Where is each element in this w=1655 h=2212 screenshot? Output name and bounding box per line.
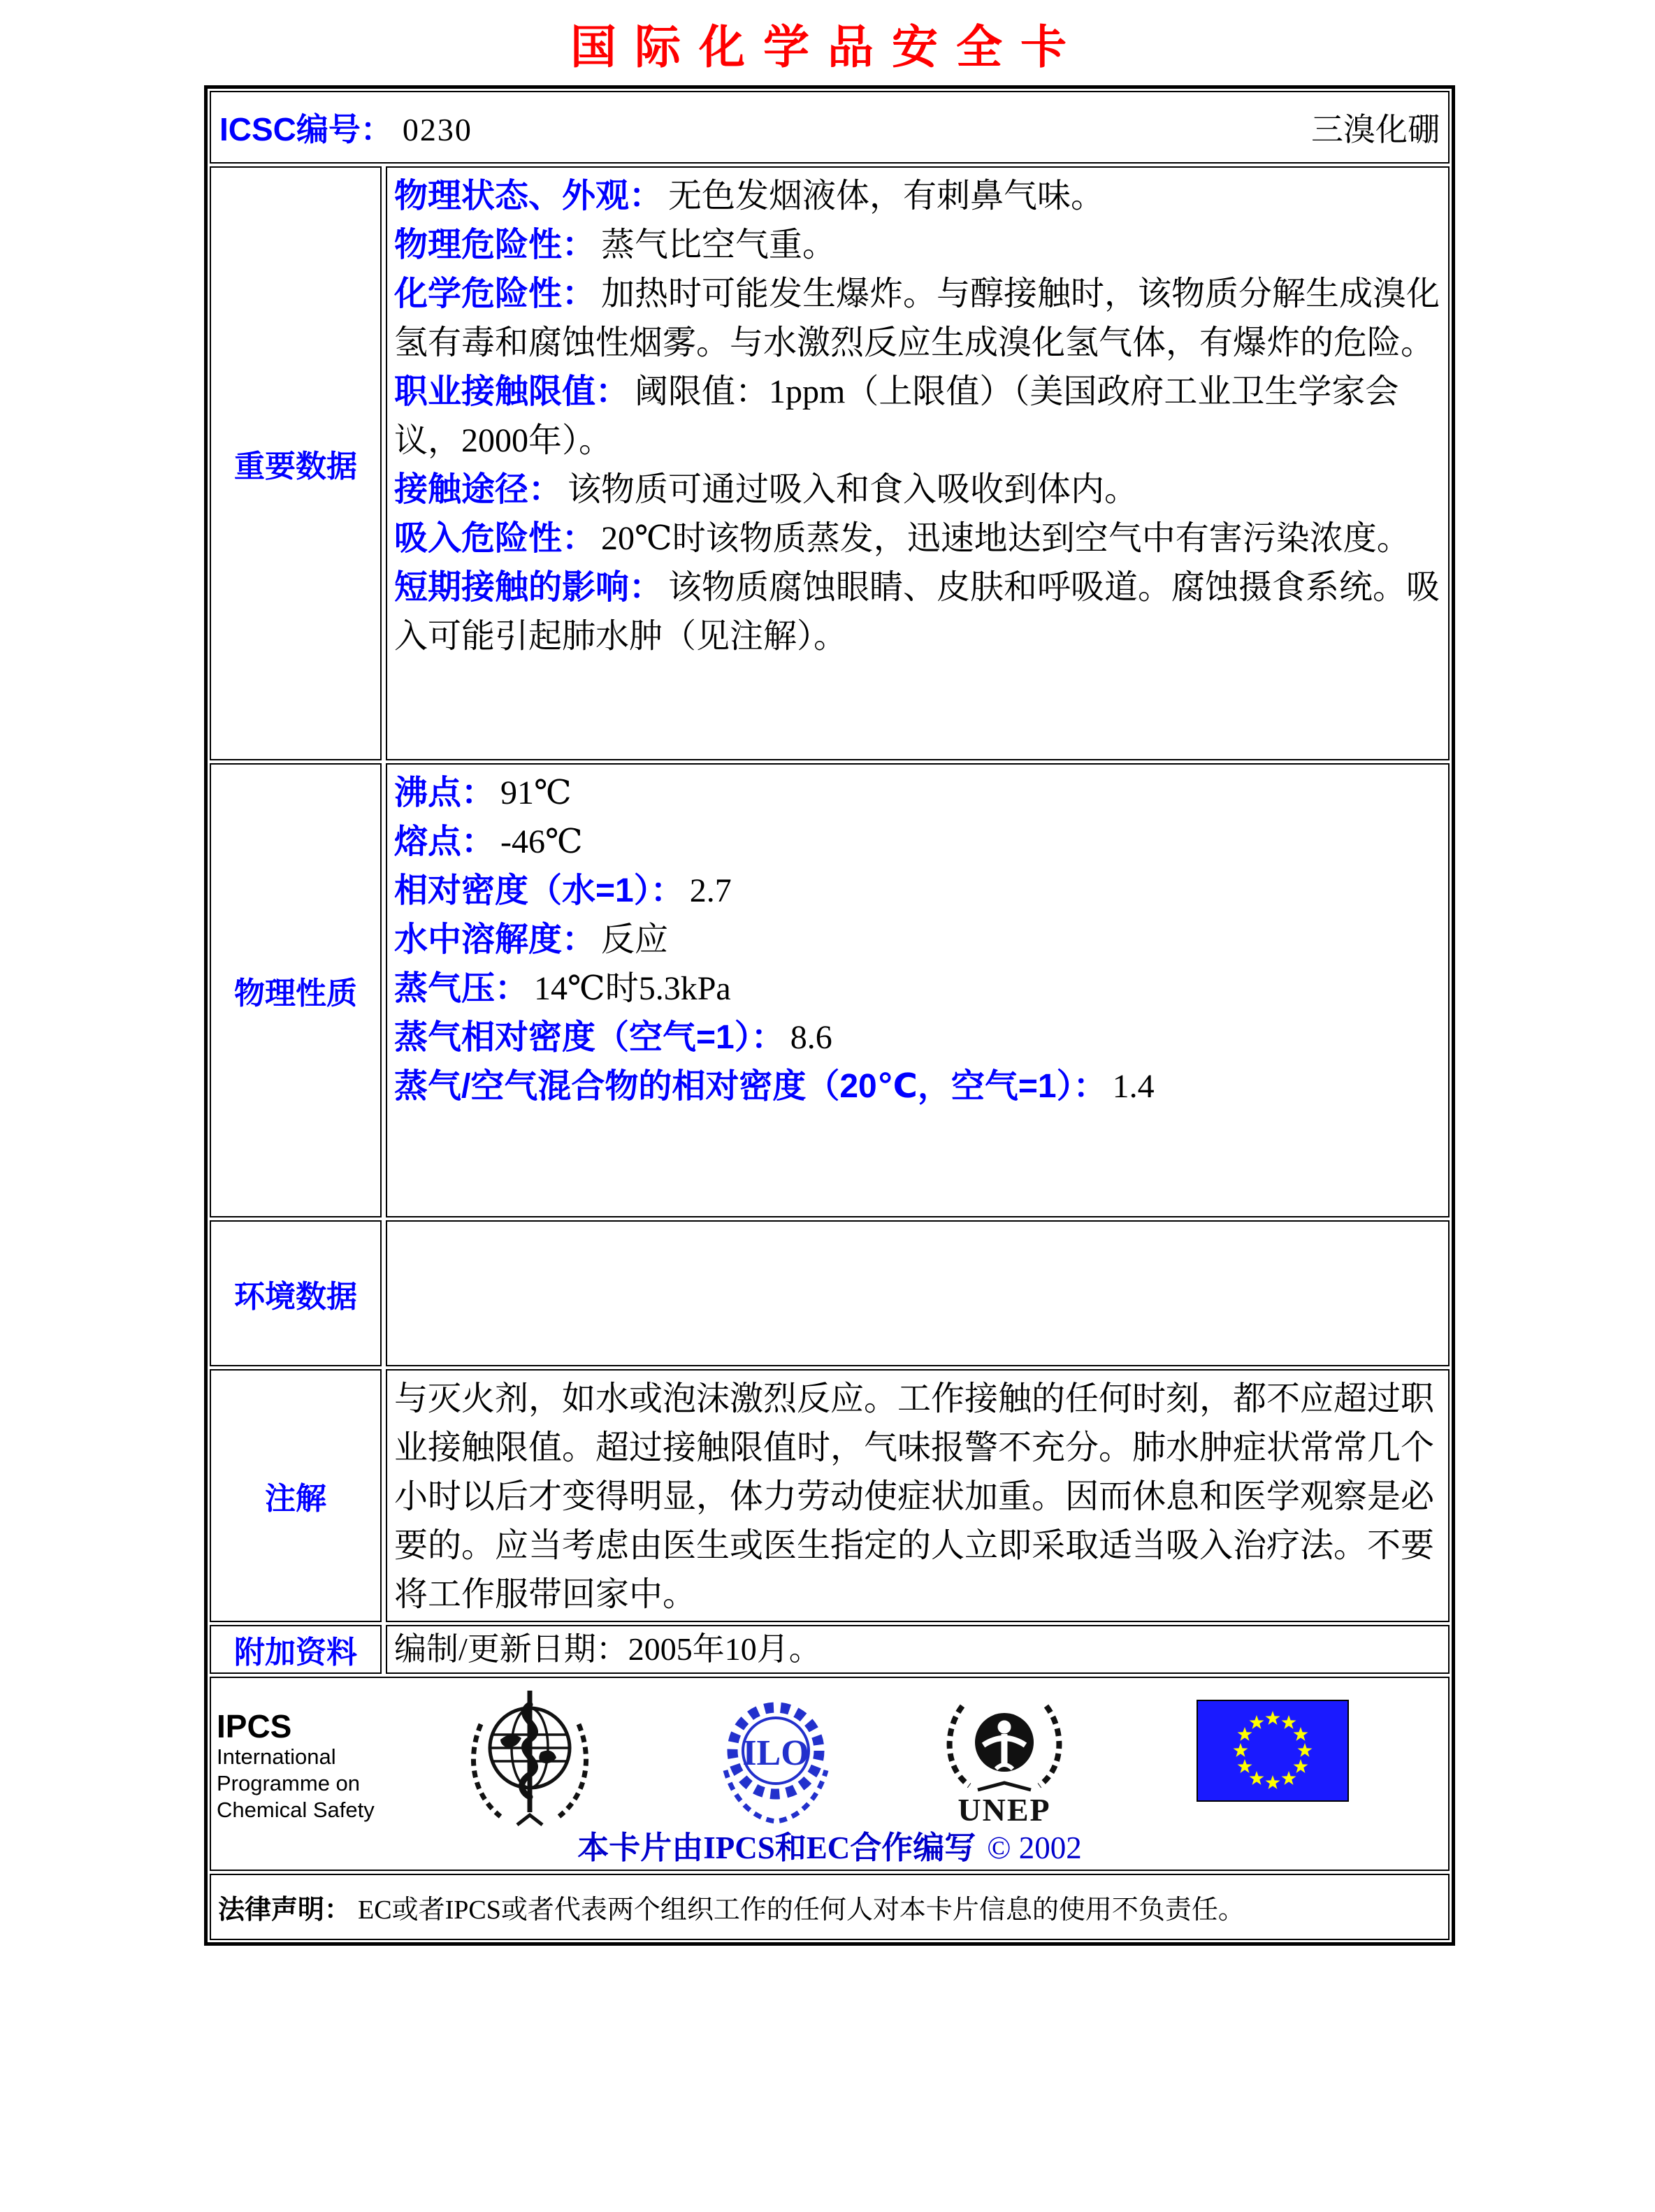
field-value: 1.4 xyxy=(1112,1068,1155,1105)
data-item xyxy=(394,465,1441,514)
section-content-important-data xyxy=(386,166,1450,760)
field-label: 吸入危险性： xyxy=(394,520,596,557)
field-label: 相对密度（水=1）： xyxy=(394,872,684,909)
section-label-additional-info: 附加资料 xyxy=(210,1625,382,1674)
field-label: 水中溶解度： xyxy=(394,921,596,958)
credit-year: © 2002 xyxy=(987,1830,1082,1865)
field-value: -46℃ xyxy=(500,823,583,860)
ipcs-text-block xyxy=(217,1709,375,1823)
notes-text: 与灭火剂，如水或泡沫激烈反应。工作接触的任何时刻，都不应超过职业接触限值。超过接触限值时，气味报警不充分。肺水肿症状常常几个小时以后才变得明显，体力劳动使症状加重。因而休息和医学观察是必要的。应当考虑由医生或医生指定的人立即采取适当吸入治疗法。不要将工作服带回家中。 xyxy=(394,1380,1435,1613)
legal-row xyxy=(210,1874,1450,1940)
data-item xyxy=(394,818,1441,867)
logos-row xyxy=(210,1677,1450,1871)
icsc-number-value: 0230 xyxy=(402,112,472,147)
field-label: 蒸气/空气混合物的相对密度（20℃，空气=1）： xyxy=(394,1068,1107,1105)
unep-label: UNEP xyxy=(957,1792,1051,1826)
ipcs-subtitle-line: Chemical Safety xyxy=(217,1798,375,1822)
section-content-physical-properties xyxy=(386,763,1450,1217)
field-value: 20℃时该物质蒸发，迅速地达到空气中有害污染浓度。 xyxy=(601,520,1410,557)
icsc-number-group xyxy=(219,104,472,150)
field-label: 物理状态、外观： xyxy=(394,178,663,215)
field-value: 反应 xyxy=(601,921,669,958)
data-item xyxy=(394,270,1441,368)
data-item xyxy=(394,172,1441,221)
data-item xyxy=(394,769,1441,818)
ipcs-subtitle-line: International xyxy=(217,1744,336,1769)
field-label: 物理危险性： xyxy=(394,226,596,263)
header-row xyxy=(210,91,1450,164)
field-value: 2.7 xyxy=(689,872,732,909)
section-content-additional-info: 编制/更新日期：2005年10月。 xyxy=(386,1625,1450,1674)
ipcs-subtitle-line: Programme on xyxy=(217,1771,361,1795)
credit-line xyxy=(211,1822,1448,1867)
data-item xyxy=(394,563,1441,661)
field-value: 该物质可通过吸入和食入吸收到体内。 xyxy=(568,471,1139,508)
field-label: 接触途径： xyxy=(394,471,563,508)
unep-emblem-icon xyxy=(934,1686,1074,1826)
field-value: 无色发烟液体，有刺鼻气味。 xyxy=(668,178,1105,215)
field-value: 加热时可能发生爆炸。与醇接触时，该物质分解生成溴化氢有毒和腐蚀性烟雾。与水激烈反应生成溴化氢气体，有爆炸的危险。 xyxy=(394,275,1440,361)
field-value: 阈限值：1ppm（上限值）（美国政府工业卫生学家会议，2000年）。 xyxy=(394,373,1399,459)
section-content-environmental-data xyxy=(386,1220,1450,1366)
icsc-number-label: ICSC编号： xyxy=(219,111,393,147)
logos-cell xyxy=(210,1677,1450,1871)
ilo-label: ILO xyxy=(742,1733,809,1773)
section-content-notes xyxy=(386,1369,1450,1622)
field-value: 蒸气比空气重。 xyxy=(601,226,837,263)
section-label-notes: 注解 xyxy=(210,1369,382,1622)
field-label: 化学危险性： xyxy=(394,275,596,312)
data-item xyxy=(394,514,1441,563)
section-row-physical-properties xyxy=(210,763,1450,1217)
section-row-important-data xyxy=(210,166,1450,760)
data-item xyxy=(394,964,1441,1013)
section-row-environmental-data xyxy=(210,1220,1450,1366)
data-item xyxy=(394,221,1441,270)
field-label: 沸点： xyxy=(394,774,496,811)
data-item xyxy=(394,368,1441,465)
data-item xyxy=(394,916,1441,964)
ipcs-title: IPCS xyxy=(217,1708,292,1744)
legal-label: 法律声明： xyxy=(218,1895,352,1925)
section-row-additional-info xyxy=(210,1625,1450,1674)
legal-cell xyxy=(210,1874,1450,1940)
field-label: 熔点： xyxy=(394,823,496,860)
field-label: 职业接触限值： xyxy=(394,373,630,410)
who-emblem-icon xyxy=(460,1685,600,1832)
card-header-cell xyxy=(210,91,1450,164)
ilo-emblem-icon xyxy=(704,1686,848,1837)
field-label: 短期接触的影响： xyxy=(394,569,663,606)
section-row-notes xyxy=(210,1369,1450,1622)
field-value: 该物质腐蚀眼睛、皮肤和呼吸道。腐蚀摄食系统。吸入可能引起肺水肿（见注解）。 xyxy=(394,569,1440,655)
page-title: 国际化学品安全卡 xyxy=(570,20,1085,74)
icsc-card-table xyxy=(204,85,1455,1946)
chemical-name: 三溴化硼 xyxy=(1311,112,1440,147)
data-item xyxy=(394,1062,1441,1111)
section-label-environmental-data: 环境数据 xyxy=(210,1220,382,1366)
eu-flag-icon xyxy=(1197,1700,1349,1802)
field-value: 14℃时5.3kPa xyxy=(534,970,731,1007)
field-value: 91℃ xyxy=(500,774,572,811)
legal-text: EC或者IPCS或者代表两个组织工作的任何人对本卡片信息的使用不负责任。 xyxy=(358,1895,1245,1925)
field-label: 蒸气压： xyxy=(394,970,529,1007)
section-label-important-data: 重要数据 xyxy=(210,166,382,760)
field-value: 8.6 xyxy=(790,1019,832,1056)
section-label-physical-properties: 物理性质 xyxy=(210,763,382,1217)
data-item xyxy=(394,1013,1441,1062)
credit-text: 本卡片由IPCS和EC合作编写 xyxy=(577,1830,976,1865)
field-label: 蒸气相对密度（空气=1）： xyxy=(394,1019,785,1056)
data-item xyxy=(394,867,1441,916)
